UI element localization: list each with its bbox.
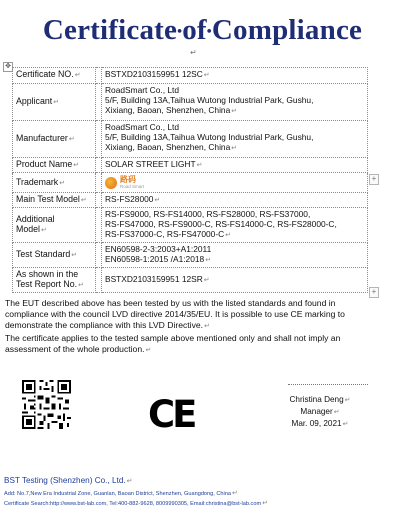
- title-word-1: Certificate: [42, 14, 178, 46]
- table-row: [13, 208, 368, 243]
- table-row: [13, 158, 368, 173]
- row-label: Test Standard↵: [13, 243, 96, 268]
- qr-code: [22, 379, 71, 430]
- row-label: Main Test Model↵: [13, 193, 96, 208]
- test-report-number: BSTXD2103159951 12SR↵: [102, 268, 368, 293]
- row-label: Manufacturer↵: [13, 121, 96, 158]
- row-label: As shown in the Test Report No.↵: [13, 268, 96, 293]
- signature-line: [288, 384, 368, 385]
- title-separator-dot: •: [177, 24, 183, 40]
- footer: [4, 475, 404, 509]
- table-row: [13, 68, 368, 84]
- row-label: Applicant↵: [13, 84, 96, 121]
- signer-block: Christina Deng↵ Manager↵ Mar. 09, 2021↵: [289, 395, 351, 428]
- manufacturer-value: RoadSmart Co., Ltd 5/F, Building 13A,Taihua Wutong Industrial Park, Gushu, Xixiang, Baoan, Shenzhen, China↵: [102, 121, 368, 158]
- test-standard-value: EN60598-2-3:2003+A1:2011 EN60598-1:2015 /A1:2018↵: [102, 243, 368, 268]
- title-word-2: of: [182, 14, 207, 46]
- statement-text: [5, 298, 377, 356]
- trademark-value: [102, 173, 368, 193]
- add-row-button[interactable]: +: [369, 174, 379, 185]
- row-label: Certificate NO.↵: [13, 68, 96, 84]
- row-label: Trademark↵: [13, 173, 96, 193]
- table-row: [13, 243, 368, 268]
- table-row: [13, 121, 368, 158]
- signer-name: Christina Deng: [289, 395, 344, 404]
- applicant-value: RoadSmart Co., Ltd 5/F, Building 13A,Taihua Wutong Industrial Park, Gushu, Xixiang, Baoan, Shenzhen, China↵: [102, 84, 368, 121]
- certificate-table: [12, 67, 368, 293]
- company-address: Add: No.7,New Era Industrial Zone, Guanlan, Baoan District, Shenzhen, Guangdong, China↵: [4, 490, 238, 497]
- row-label: Product Name↵: [13, 158, 96, 173]
- title-separator-dot: •: [206, 24, 212, 40]
- roadsmart-logo: 路码 Road Smart: [105, 176, 144, 189]
- table-move-handle[interactable]: ✥: [3, 62, 13, 72]
- product-name-value: SOLAR STREET LIGHT↵: [102, 158, 368, 173]
- paragraph-mark: ↵: [190, 48, 197, 57]
- signer-role: Manager: [300, 407, 333, 416]
- table-row: [13, 268, 368, 293]
- table-row: [13, 173, 368, 193]
- company-contact: Certificate Search:http://www.bst-lab.com, Tel:400-882-9628, 8009990305, Email:christina@bst-lab.com↵: [4, 500, 268, 507]
- title-word-3: Compliance: [211, 14, 363, 46]
- scope-paragraph: The certificate applies to the tested sample above mentioned only and shall not imply an assessment of the whole production.↵: [5, 332, 341, 354]
- main-test-model-value: RS-FS28000↵: [102, 193, 368, 208]
- certificate-title: [0, 14, 405, 47]
- certificate-number: BSTXD2103159951 12SC↵: [102, 68, 368, 84]
- logo-icon: [105, 177, 117, 189]
- signature-date: Mar. 09, 2021: [291, 419, 342, 428]
- table-row: [13, 193, 368, 208]
- add-row-button[interactable]: +: [369, 287, 379, 298]
- company-name: BST Testing (Shenzhen) Co., Ltd.↵: [4, 476, 133, 485]
- compliance-paragraph: The EUT described above has been tested by us with the listed standards and found in compliance with the council LVD directive 2014/35/EU. It is possible to use CE marking to demonstrate the compliance with this LVD Directive.↵: [5, 298, 345, 331]
- ce-mark: CE: [148, 393, 195, 436]
- additional-model-value: RS-FS9000, RS-FS14000, RS-FS28000, RS-FS37000, RS-FS47000, RS-FS9000-C, RS-FS14000-C, RS-FS28000-C, RS-FS37000-C, RS-FS47000-C↵: [102, 208, 368, 243]
- table-row: [13, 84, 368, 121]
- row-label: Additional Model↵: [13, 208, 96, 243]
